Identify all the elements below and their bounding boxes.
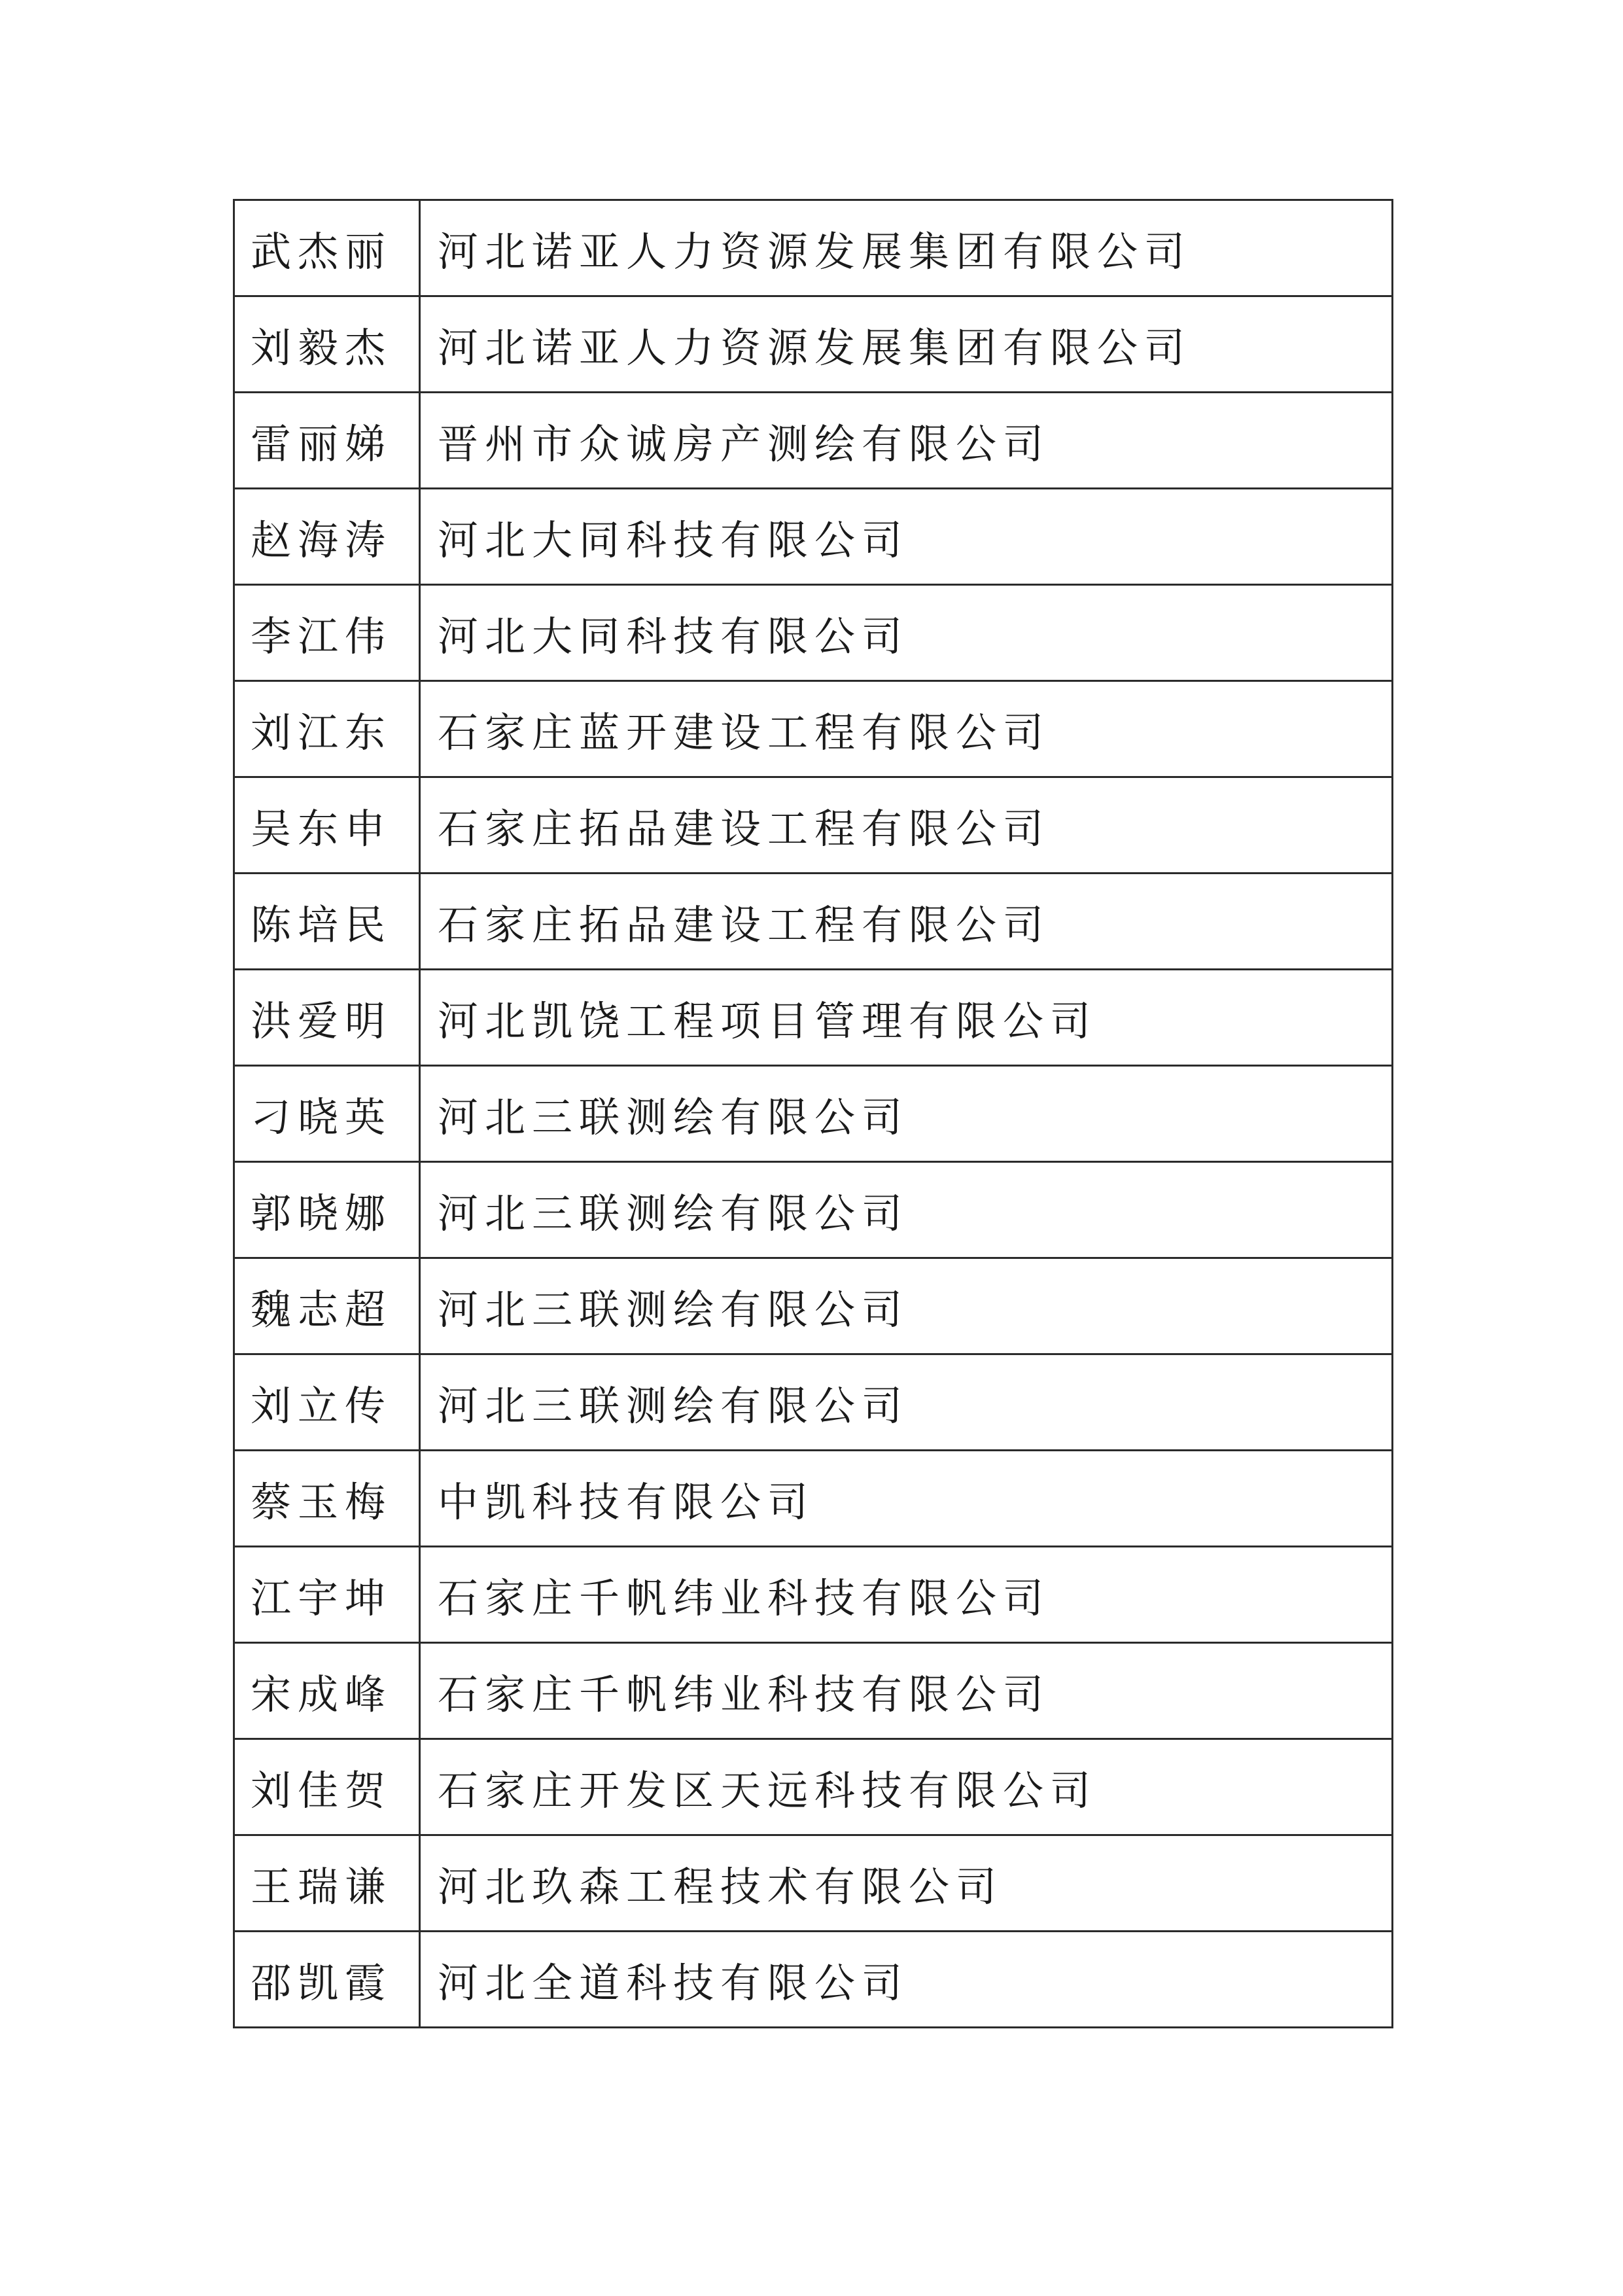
- company-name: 石家庄开发区天远科技有限公司: [420, 1739, 1393, 1835]
- table-row: [234, 1258, 1393, 1354]
- person-name: 刁晓英: [234, 1066, 420, 1162]
- company-name: 河北三联测绘有限公司: [420, 1066, 1393, 1162]
- person-name: 武杰丽: [234, 200, 420, 296]
- company-name: 晋州市众诚房产测绘有限公司: [420, 393, 1393, 489]
- company-name: 河北大同科技有限公司: [420, 585, 1393, 681]
- company-name: 河北凯饶工程项目管理有限公司: [420, 970, 1393, 1066]
- table-row: [234, 1354, 1393, 1451]
- company-name: 河北诺亚人力资源发展集团有限公司: [420, 296, 1393, 393]
- company-name: 河北诺亚人力资源发展集团有限公司: [420, 200, 1393, 296]
- company-name: 石家庄拓品建设工程有限公司: [420, 874, 1393, 970]
- table-row: [234, 1162, 1393, 1258]
- company-name: 石家庄拓品建设工程有限公司: [420, 777, 1393, 874]
- company-name: 石家庄千帆纬业科技有限公司: [420, 1643, 1393, 1739]
- company-name: 河北玖森工程技术有限公司: [420, 1835, 1393, 1932]
- company-name: 河北三联测绘有限公司: [420, 1162, 1393, 1258]
- table-row: [234, 874, 1393, 970]
- person-name: 邵凯霞: [234, 1932, 420, 2028]
- table-row: [234, 1739, 1393, 1835]
- company-name: 石家庄千帆纬业科技有限公司: [420, 1547, 1393, 1643]
- table-row: [234, 393, 1393, 489]
- roster-table: [233, 199, 1393, 2028]
- person-name: 雷丽娣: [234, 393, 420, 489]
- person-name: 刘毅杰: [234, 296, 420, 393]
- person-name: 魏志超: [234, 1258, 420, 1354]
- table-row: [234, 681, 1393, 777]
- company-name: 石家庄蓝开建设工程有限公司: [420, 681, 1393, 777]
- person-name: 李江伟: [234, 585, 420, 681]
- person-name: 刘江东: [234, 681, 420, 777]
- table-row: [234, 585, 1393, 681]
- person-name: 刘立传: [234, 1354, 420, 1451]
- table-row: [234, 1835, 1393, 1932]
- table-row: [234, 970, 1393, 1066]
- table-row: [234, 1547, 1393, 1643]
- person-name: 赵海涛: [234, 489, 420, 585]
- person-name: 郭晓娜: [234, 1162, 420, 1258]
- company-name: 河北三联测绘有限公司: [420, 1354, 1393, 1451]
- person-name: 洪爱明: [234, 970, 420, 1066]
- person-name: 吴东申: [234, 777, 420, 874]
- table-row: [234, 200, 1393, 296]
- company-name: 中凯科技有限公司: [420, 1451, 1393, 1547]
- table-row: [234, 489, 1393, 585]
- company-name: 河北三联测绘有限公司: [420, 1258, 1393, 1354]
- person-name: 江宇坤: [234, 1547, 420, 1643]
- table-row: [234, 1066, 1393, 1162]
- roster-table-body: [234, 200, 1393, 2028]
- company-name: 河北全道科技有限公司: [420, 1932, 1393, 2028]
- person-name: 宋成峰: [234, 1643, 420, 1739]
- table-row: [234, 1643, 1393, 1739]
- table-row: [234, 296, 1393, 393]
- table-row: [234, 1451, 1393, 1547]
- company-name: 河北大同科技有限公司: [420, 489, 1393, 585]
- person-name: 王瑞谦: [234, 1835, 420, 1932]
- table-row: [234, 1932, 1393, 2028]
- person-name: 陈培民: [234, 874, 420, 970]
- person-name: 蔡玉梅: [234, 1451, 420, 1547]
- table-row: [234, 777, 1393, 874]
- person-name: 刘佳贺: [234, 1739, 420, 1835]
